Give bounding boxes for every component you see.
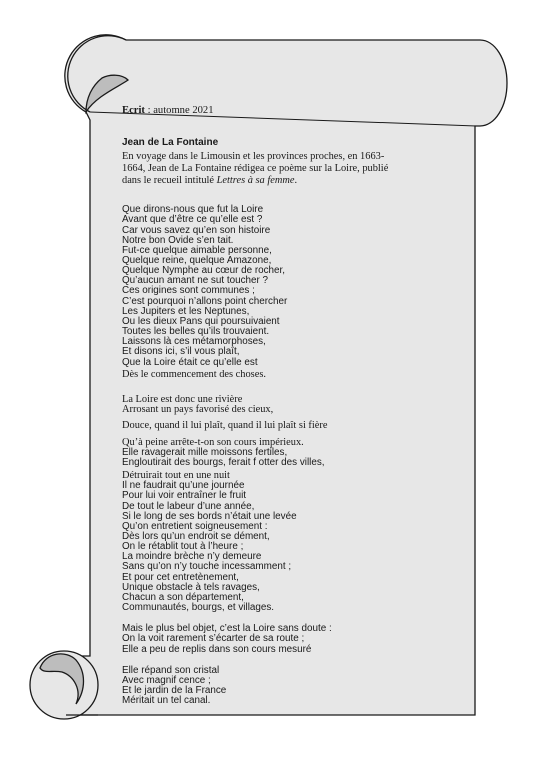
stanza-4 xyxy=(122,666,412,707)
poem-line: Ces origines sont communes ; xyxy=(122,285,255,297)
poem-line: Qu’on entretient soigneusement : xyxy=(122,520,268,532)
poem-line: Engloutirait des bourgs, ferait f otter des villes, xyxy=(122,456,325,468)
poem-line: Si le long de ses bords n’était une levée xyxy=(122,510,297,522)
poem-line: La moindre brèche n’y demeure xyxy=(122,551,262,563)
stanza-2f xyxy=(122,481,412,613)
poem-line: La Loire est donc une rivière xyxy=(122,393,243,405)
poem-line: Qu’aucun amant ne sut toucher ? xyxy=(122,275,269,287)
poem-line: Communautés, bourgs, et villages. xyxy=(122,602,275,614)
poem-line: Sans qu’on n’y touche incessamment ; xyxy=(122,561,292,573)
author-name: Jean de La Fontaine xyxy=(122,137,219,149)
book-title: Lettres à sa femme xyxy=(216,174,295,186)
intro-line-last xyxy=(122,175,412,187)
poem-line: Et pour cet entretènement, xyxy=(122,571,239,583)
poem-line: C’est pourquoi n’allons point chercher xyxy=(122,295,288,307)
stanza-2a xyxy=(122,395,412,415)
poem-line: On le rétablit tout à l’heure ; xyxy=(122,541,244,553)
poem-line: Détruirait tout en une nuit xyxy=(122,470,230,482)
poem-line: Elle répand son cristal xyxy=(122,664,220,676)
poem-line: De tout le labeur d’une année, xyxy=(122,500,255,512)
written-date: automne 2021 xyxy=(153,105,214,116)
poem-line: Qu’à peine arrête-t-on son cours impérieux. xyxy=(122,436,304,448)
intro-line: En voyage dans le Limousin et les provinces proches, en 1663- xyxy=(122,151,385,163)
stanza-3 xyxy=(122,624,412,654)
poem-line: Pour lui voir entraîner le fruit xyxy=(122,490,247,502)
stanza-2b xyxy=(122,421,412,431)
poem-line: Unique obstacle à tels ravages, xyxy=(122,581,260,593)
poem-line: Notre bon Ovide s’en tait. xyxy=(122,234,234,246)
poem-line: Méritait un tel canal. xyxy=(122,695,211,707)
poem-line: Laissons là ces métamorphoses, xyxy=(122,336,266,348)
written-label: Ecrit xyxy=(122,105,145,116)
poem-line: Fut-ce quelque aimable personne, xyxy=(122,244,272,256)
poem-line: Que la Loire était ce qu’elle est xyxy=(122,356,258,368)
written-date-line xyxy=(122,106,412,116)
poem-line: Quelque Nymphe au cœur de rocher, xyxy=(122,265,286,277)
poem-line: Ou les dieux Pans qui poursuivaient xyxy=(122,315,280,327)
stanza-1 xyxy=(122,205,412,368)
poem-line: Il ne faudrait qu’une journée xyxy=(122,480,245,492)
poem-line: Que dirons-nous que fut la Loire xyxy=(122,204,264,216)
poem-line: Elle a peu de replis dans son cours mesuré xyxy=(122,643,312,655)
intro-line: 1664, Jean de La Fontaine rédigea ce poème sur la Loire, publié xyxy=(122,163,389,174)
poem-line: Avec magnif cence ; xyxy=(122,674,211,686)
poem-line: Quelque reine, quelque Amazone, xyxy=(122,254,272,266)
poem-line: Chacun a son département, xyxy=(122,591,244,603)
poem-line: Dès lors qu’un endroit se dément, xyxy=(122,531,270,542)
poem-line: Toutes les belles qu’ils trouvaient. xyxy=(122,326,270,338)
stanza-1-end xyxy=(122,370,412,380)
poem-line: Elle ravagerait mille moissons fertiles, xyxy=(122,446,288,458)
poem-line: On la voit rarement s’écarter de sa route ; xyxy=(122,633,305,645)
poem-line: Et disons ici, s’il vous plaît, xyxy=(122,346,240,358)
stanza-2d xyxy=(122,448,412,468)
poem-line: Arrosant un pays favorisé des cieux, xyxy=(122,404,274,416)
intro-punct: . xyxy=(294,174,298,186)
poem-line: Car vous savez qu’en son histoire xyxy=(122,224,271,236)
poem-line: Avant que d’être ce qu’elle est ? xyxy=(122,214,263,226)
poem-document xyxy=(122,106,412,706)
date-separator: : xyxy=(144,105,154,116)
poem-line: Mais le plus bel objet, c’est la Loire sans doute : xyxy=(122,623,332,635)
poem-line: Les Jupiters et les Neptunes, xyxy=(122,305,250,317)
poem-line: Douce, quand il lui plaît, quand il lui plaît si fière xyxy=(122,420,328,432)
poem-line: Et le jardin de la France xyxy=(122,685,227,697)
poem-line: Dès le commencement des choses. xyxy=(122,368,266,380)
intro-paragraph xyxy=(122,151,412,186)
intro-text: dans le recueil intitulé xyxy=(122,174,217,186)
